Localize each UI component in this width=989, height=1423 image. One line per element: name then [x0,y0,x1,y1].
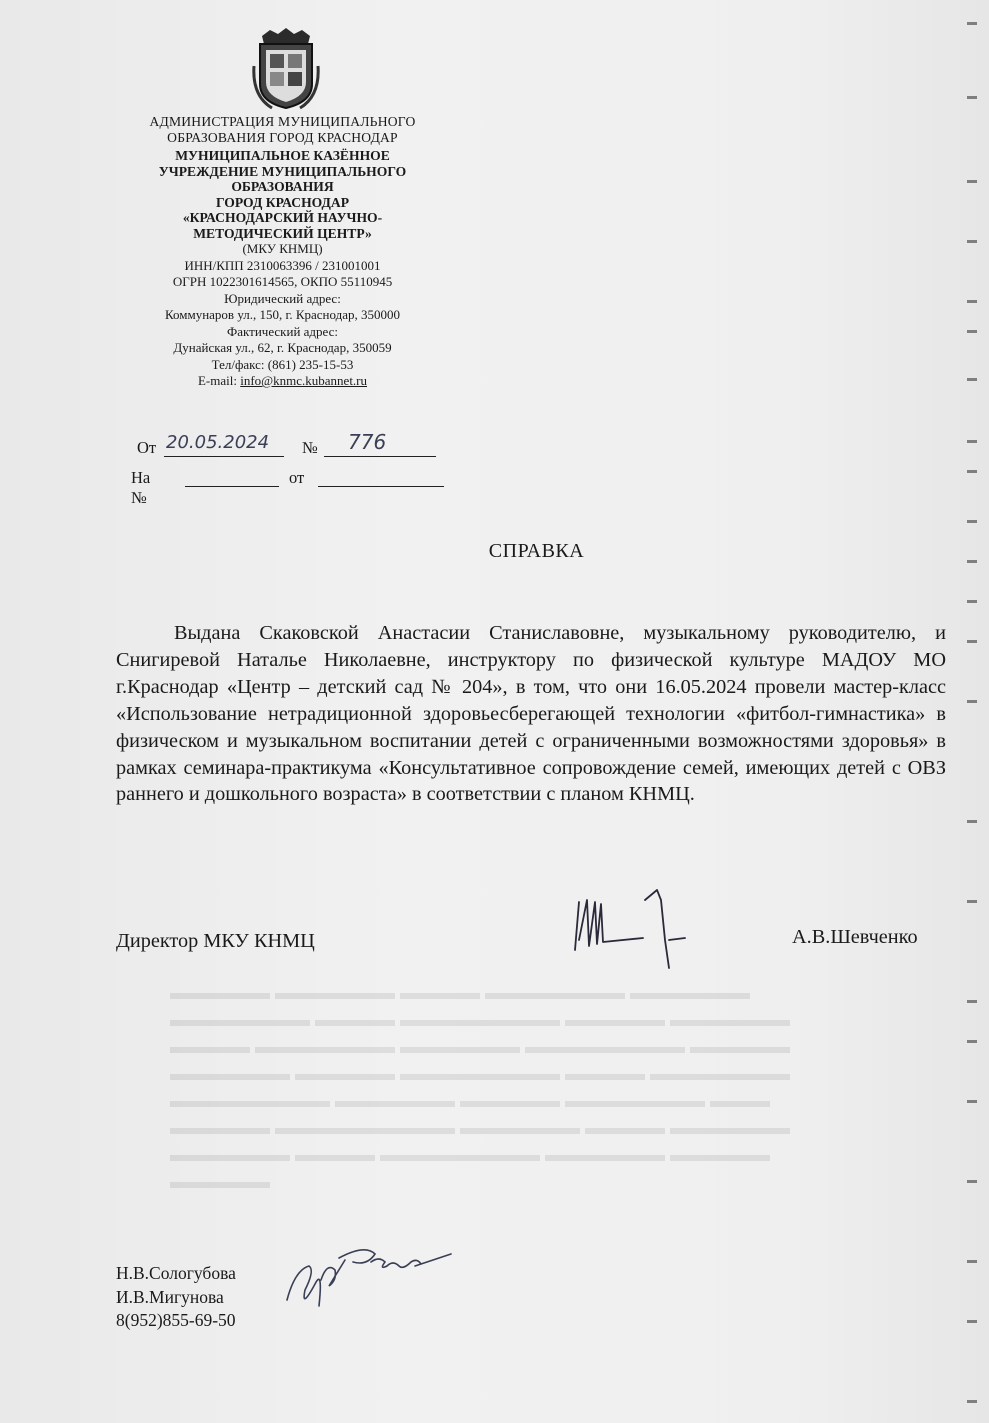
inn-kpp: ИНН/КПП 2310063396 / 231001001 [184,257,381,273]
document-title: СПРАВКА [488,540,585,562]
actual-address: Дунайская ул., 62, г. Краснодар, 350059 [173,340,392,355]
legal-address-label: Юридический адрес: [224,290,341,306]
legal-address: Коммунаров ул., 150, г. Краснодар, 350000 [164,307,401,322]
bleed-through-text: ▬▬▬▬▬ ▬▬▬▬▬▬ ▬▬▬▬ ▬▬▬▬▬▬▬ ▬▬▬▬▬▬ ▬▬▬▬▬▬▬ ▬▬▬▬ ▬▬▬▬▬▬▬▬ ▬▬▬▬▬ ▬▬▬▬▬▬ ▬▬▬▬ ▬▬▬▬▬▬▬ ▬▬▬▬▬▬ ▬▬▬▬▬▬▬▬ ▬▬▬▬▬ ▬▬▬▬▬▬ ▬▬▬▬▬ ▬▬▬▬▬▬▬▬ ▬▬▬▬ ▬▬▬▬▬▬▬ ▬▬▬▬▬▬▬▬ ▬▬▬▬▬▬ ▬▬▬▬▬ ▬▬▬▬▬▬▬ ▬▬▬ ▬▬▬▬▬ ▬▬▬▬▬▬▬▬▬ ▬▬▬▬▬▬ ▬▬▬▬ ▬▬▬▬▬▬ ▬▬▬▬▬▬ ▬▬▬▬ ▬▬▬▬▬▬▬▬ ▬▬▬▬▬▬ ▬▬▬▬▬ ▬▬▬▬▬ [170,982,790,1193]
executor-signature [275,1240,460,1320]
ogrn-okpo: ОГРН 1022301614565, ОКПО 55110945 [172,274,393,289]
admin-line-1: АДМИНИСТРАЦИЯ МУНИЦИПАЛЬНОГО [149,114,416,129]
to-number-label: На № [131,468,151,507]
organization-header [110,114,455,390]
phone-fax: Тел/факс: (861) 235-15-53 [211,356,354,372]
executors-contacts [116,1262,236,1333]
signatory-name: А.В.Шевченко [792,926,918,948]
number-label: № [302,438,318,457]
handwritten-date: 20.05.2024 [166,432,270,453]
handwritten-number: 776 [348,430,387,454]
scan-edge-marks [967,0,981,1423]
director-signature [565,880,695,980]
email-link[interactable]: info@knmc.kubannet.ru [240,373,368,388]
executor-phone: 8(952)855-69-50 [116,1310,236,1330]
to-number-underline [185,468,279,487]
from-label: От [137,438,157,457]
org-line: УЧРЕЖДЕНИЕ МУНИЦИПАЛЬНОГО [158,163,407,179]
actual-address-label: Фактический адрес: [226,323,339,339]
executor-1: Н.В.Сологубова [116,1263,236,1283]
org-abbreviation: (МКУ КНМЦ) [242,241,323,256]
org-line: МЕТОДИЧЕСКИЙ ЦЕНТР» [193,225,372,241]
executor-2: И.В.Мигунова [116,1286,224,1307]
admin-line-2: ОБРАЗОВАНИЯ ГОРОД КРАСНОДАР [167,129,398,145]
email-label: E-mail: [197,373,241,388]
krasnodar-coat-of-arms-emblem [252,26,320,110]
org-line: ОБРАЗОВАНИЯ [231,179,334,194]
org-line: МУНИЦИПАЛЬНОЕ КАЗЁННОЕ [175,148,390,163]
to-from-label: от [289,468,305,487]
to-date-underline [318,468,444,487]
signatory-role: Директор МКУ КНМЦ [116,930,315,952]
organization-name [110,148,455,241]
org-line: ГОРОД КРАСНОДАР [215,194,350,210]
org-line: «КРАСНОДАРСКИЙ НАУЧНО- [182,210,383,225]
certificate-body: Выдана Скаковской Анастасии Станиславовне, музыкальному руководителю, и Снигиревой Наталье Николаевне, инструктору по физической культуре МАДОУ МО г.Краснодар «Центр – детский сад № 204», в том, что они 16.05.2024 провели мастер-класс «Использование нетрадиционной здоровьесберегающей технологии «фитбол-гимнастика» в физическом и музыкальном воспитании детей с ограниченными возможностями здоровья» в рамках семинара-практикума «Консультативное сопровождение семей, имеющих детей с ОВЗ раннего и дошкольного возраста» в соответствии с планом КНМЦ. [116,622,946,806]
email-line [110,373,455,390]
